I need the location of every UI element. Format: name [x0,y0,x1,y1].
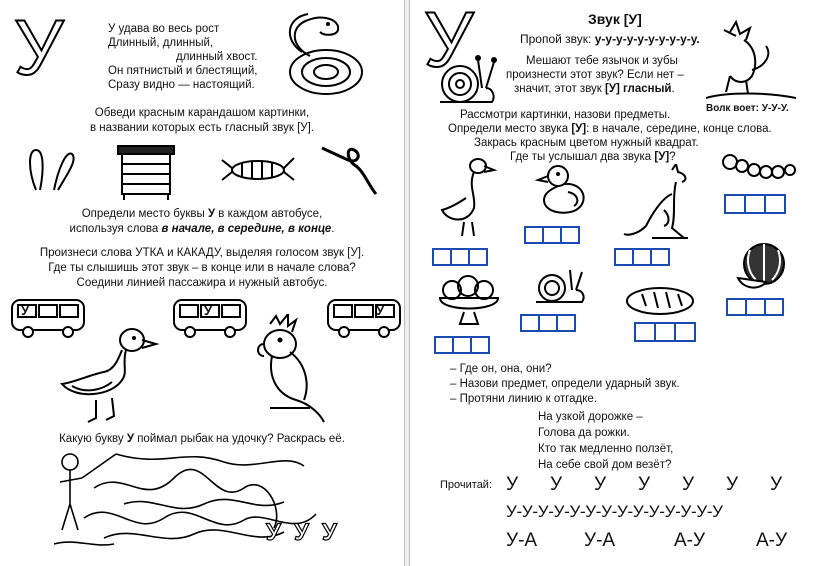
task3-line-1: Произнеси слова УТКА и КАКАДУ, выделяя голосом звук [У]. [39,247,365,259]
question-2: – Назови предмет, определи ударный звук. [450,378,680,390]
poem-line-2: Длинный, длинный, [108,37,214,49]
task1-line-1: Обведи красным карандашом картинки, [94,107,310,119]
task2-line-1: Определи место буквы У в каждом автобусе, [81,208,323,220]
caterpillar-sound-boxes[interactable] [724,194,786,214]
riddle-line-1: На узкой дорожке – [538,411,643,423]
fruit-sound-boxes[interactable] [434,336,490,354]
left-page [0,0,404,566]
read-row-2: У-У-У-У-У-У-У-У-У-У-У-У-У-У [506,502,723,521]
watermelon-picture [736,240,788,292]
wolf-picture [706,18,796,102]
fisherman-maze-picture [54,448,354,558]
para2-line-4: Где ты услышал два звука [У]? [510,151,676,163]
question-1: – Где он, она, они? [450,363,552,375]
kangaroo-picture [622,164,698,242]
duckling-picture [534,162,594,218]
riddle-line-4: На себе свой дом везёт? [538,459,672,471]
page-title: Звук [У] [588,11,642,27]
snail-sound-boxes[interactable] [520,314,576,332]
read-letter: У [770,474,783,495]
sing-line: Пропой звук: у-у-у-у-у-у-у-у-у-у. [520,32,700,46]
task3-line-2: Где ты слышишь этот звук – в конце или в начале слова? [48,262,356,274]
riddle-line-2: Голова да рожки. [538,427,630,439]
bus-2-letter: У [204,303,213,318]
bus-3-letter: У [376,303,385,318]
read-syllable: А-У [756,530,788,551]
read-row-1 [506,474,790,496]
read-label: Прочитай: [440,479,493,491]
read-syllable: А-У [674,530,706,551]
snail-picture [532,264,588,308]
task3-line-3: Соедини линией пассажира и нужный автобус. [76,277,328,289]
para2-line-2: Определи место звука [У]: в начале, середине, конце слова. [448,123,772,135]
right-page [410,0,816,566]
bus-1-letter: У [21,303,30,318]
bus-3 [326,296,402,340]
read-syllable: У-А [584,530,616,551]
ears-picture [22,146,78,192]
big-letter-u: У [424,0,474,83]
kangaroo-sound-boxes[interactable] [614,248,670,266]
goose-sound-boxes[interactable] [432,248,488,266]
caterpillar-picture [720,150,796,186]
para1-line-1: Мешают тебе язычок и зубы [526,55,678,67]
parrot-picture [250,314,330,424]
maze-letter-2: У [294,519,309,546]
para1-line-2: произнести этот звук? Если нет – [506,69,684,81]
read-letter: У [550,474,563,495]
task4-line: Какую букву У поймал рыбак на удочку? Раскрась её. [59,433,345,445]
read-letter: У [638,474,651,495]
poem-line-3: длинный хвост. [176,51,258,63]
fruit-bowl-picture [436,272,502,328]
read-letter: У [682,474,695,495]
goose-picture [438,156,498,242]
read-letter: У [726,474,739,495]
big-letter-u: У [14,3,64,91]
poem-line-5: Сразу видно — настоящий. [108,79,255,91]
duckling-sound-boxes[interactable] [524,226,580,244]
task2-line-2: используя слова в начале, в середине, в конце. [69,223,335,235]
read-row-3 [506,530,796,552]
maze-letter-3: У [322,519,337,546]
read-letter: У [506,474,519,495]
poem-line-4: Он пятнистый и блестящий, [108,65,258,77]
para2-line-1: Рассмотри картинки, назови предметы. [460,109,671,121]
bread-picture [624,284,696,318]
beehive-picture [110,140,180,202]
riddle-line-3: Кто так медленно ползёт, [538,443,674,455]
maze-letter-1: У [266,519,281,546]
para1-line-3: значит, этот звук [У] гласный. [514,83,675,95]
question-3: – Протяни линию к отгадке. [450,393,598,405]
poem-line-1: У удава во весь рост [108,23,220,35]
para2-line-3: Закрась красным цветом нужный квадрат. [474,137,699,149]
bread-sound-boxes[interactable] [634,322,696,342]
rope-picture [318,140,388,200]
snake-picture [280,6,370,100]
wolf-caption: Волк воет: У-У-У. [706,103,789,114]
duck-picture [52,324,162,424]
crayfish-picture [218,146,298,192]
read-letter: У [594,474,607,495]
read-syllable: У-А [506,530,538,551]
snail-on-letter-picture [430,40,500,110]
watermelon-sound-boxes[interactable] [726,298,784,316]
task1-line-2: в названии которых есть гласный звук [У]. [89,122,315,134]
